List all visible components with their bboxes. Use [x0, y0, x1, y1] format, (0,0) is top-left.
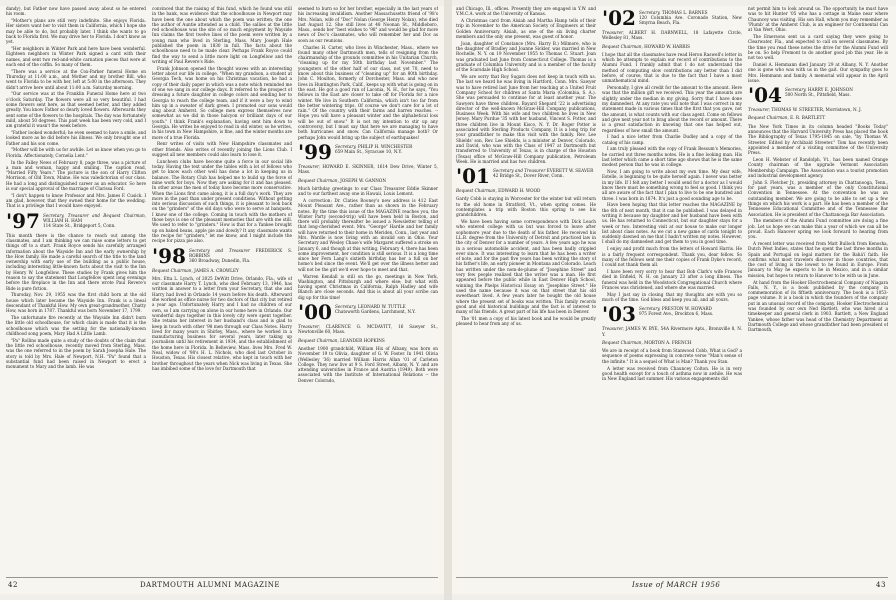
secretary-role: Secretary,	[334, 304, 357, 310]
column-6	[748, 6, 888, 576]
paragraph: The New York Times in its column headed "Books Today" announces that the Harvard University Press has placed the book The Bibliography of Texas 1795-1845 on sale, "by Thomas W. Streeter. Edited by Archibald Streeter." Tom has recently been appointed a member of a visiting committee of the University Press.	[748, 123, 888, 156]
paragraph: Joan, daughter of Constance (Mrs. Harry B.) Milmore, who is the daughter of Bradley and Joanne Sickler, was married in New Rochelle, N. Y. on 19 November 1955 to Thomas C. Stuart. Joan was graduated last June from Connecticut College. Thomas is a graduate of Columbia University and is a member of the faculty of the Scarsdale High School.	[456, 40, 596, 73]
paragraph: Renr writes of visits with New Hampshire classmates and other friends. Also writes of recently joining the Lions Club. I suggest all new members could also learn to lose it.	[152, 141, 292, 158]
paragraph: This month there is the chance to reach out among the classmates, and I am thinking we can raise some letters to get things off to a start. Frank Royce sends his carefully arranged information about the Wayside Inn and the early ownership by the How family. He made a careful search of the title to the land ownership with early use of the building as a public house, including interesting little-known facts about the visit to the Inn by Henry W. Longfellow. These studies by Frank gives him the reason to say the statement that Longfellow spent long evenings before the fireplace in the Inn and there wrote Paul Revere's Ride is pure fiction.	[6, 232, 146, 291]
paragraph: At hand from the Hooker Electrochemical Company of Niagara Falls, N. Y., is a book published by the company in commemoration of its fiftieth anniversary. The book is a 1053-page volume. It is a book in which the founders of the company put in an unusual record of the company. Hooker Electrochemical was founded by our own Ned Bartlett, who was hired at a timekeeper and general clerk in 1903. Bartlett, a New England Yankee, whose father was head of the Chemistry Department at Dartmouth College and whose grandfather had been president of Dartmouth,	[748, 279, 888, 333]
paragraph: Warren Kendall is still on the go, meetings in New York, Washington, and Pittsburgh and where else; but what with having spent Christmas in California, Ralph Hadley and wife Blanch are close seconds. And this is about all your scribe can dig up for this time!	[298, 273, 438, 300]
footer-rule	[6, 577, 438, 578]
class-year: '04	[748, 83, 782, 108]
col4-text	[456, 6, 596, 164]
paragraph: A letter was received from Chauncey Colton. He is in very good health except for a touch of asthma now in awhile. He was in New England last summer. His various engagements did	[602, 365, 742, 382]
secretary-address: 500 North St., Pittsfield, Mass.	[784, 92, 851, 98]
col3-text	[298, 6, 438, 140]
secretary-name: WILLIAM H. HAM	[42, 217, 83, 223]
col2-text	[152, 6, 292, 244]
paragraph: not permit him to look around us. The opportunity he must have was to hit Hunter '05 who has a cottage in Maine near where Chauncey was visiting. His son Hall, whom you may remember as 'Plumb' at the Amherst Club, is an engineer for Continental Can at Van Wert, Ohio.	[748, 6, 888, 33]
bequest-chairman: Bequest Chairman, JAMES A. CROWLEY	[152, 267, 239, 273]
paragraph: "Our service was at the Franklin Funeral Home here at two o'clock Saturday. The flowers were all so very beautiful. I had some flowers sent here, as that seemed better, and they added greatly. You know Father so dearly loved flowers. Afterwards they sent some of the flowers to the hospitals. The day was fortunately mild, about 50 degrees. This past week has been very cold, and I am grateful it wasn't the week before.	[6, 91, 146, 129]
treasurer: Treasurer, THOMAS W. STREETER, Morristown, N. J.	[748, 107, 862, 113]
class-year: '03	[602, 302, 636, 327]
paragraph: "Pa" Rollins made quite a study of the doubts of the claim that the little red schoolhouse, recently moved from Sterling, Mass. was the one referred to in the poem by Sarah Josepha Hale. The story is told by Mrs. Hale of Newport, N.H. "Pa" found that a substantial fund had been raised in Newport to erect a monument to Mary and the lamb. He was	[6, 337, 146, 370]
paragraph: seemed to burn so for her brother, especially in the last years of his increasing invalidism. Another Massachusetts friend of '98's Mrs. Nolan, wife of "Doc" Nolan (George Henry Nolan), who died last August 12. She still lives at 48 Noonan St., Middleboro, Mass., sends her "best wishes to '98" and would be glad for more news of Doc's classmates, who will remember her and Doc as soon as our reunions.	[298, 6, 438, 43]
issue-title: Issue of MARCH 1956	[632, 581, 721, 589]
col1-text	[6, 6, 146, 209]
paragraph: May I just say in closing that my thoughts are with you so much of the time. God bless and keep you all, and all yours.	[602, 291, 742, 302]
class-03-header	[602, 302, 742, 327]
paragraph: Daniel A. Hemmann died January 29 at Albany, N. Y. Another one is gone who was with us in the gait. Our sympathy goes to Mrs. Hemmann and family. A memorial will appear in the April issue.	[748, 61, 888, 83]
secretary-name: PHILIP H. WINCHESTER	[357, 143, 413, 149]
class-97-header	[6, 208, 146, 233]
paragraph: Have been hoping that this letter reaches the MAGAZINE by the 6th of next month, that it can be published. I was delayed in writing it because my daughter and her husband have been with us. He has returned to Connecticut, but our daughter stays for a week or two. Interesting visit at our house to make our longer list about class notes. As we cut a new game of cards tonight to suddenly dawned on me that I hadn't written my notes. However, I shall do my damnedest and get them to you in good time.	[602, 202, 742, 245]
treasurer: Treasurer, HOWARD E. SKINNER, 1614 Dew Drive, Winter 5, Mass.	[298, 163, 438, 175]
paragraph: Charles H. Carter, who lives in Winchester, Mass., where we found many other Dartmouth men, tells of resigning from the chairmanship of the grounds committee in his Unitarian Church, "cleaning up for my 50th birthday last November." The youngsters of the other half of our class, not yet 70, need to know about this business of "cleaning up" for an 80th birthday. John C. Moulton, formerly of Dorchester, Mass. and who now lives in Huntington Park, Calif., keeps up with what is going on in the east. He got a good run of Laconia, N. H., for he says, "You fellows in the East are closer to take off for Florida for a nice winter. We live in Southern California, which isn't too far from the better wintering trips. Of course we don't care for a lot of rain." Of the country with their farms and barren reaches. -- Hope you will have a pleasant winter and the alphabetical loss will be out of snow." It is not my intention to stir up any controversy, but I must say that here we are managing to have both hurricanes and snow. Can California manage both? Or perhaps John would bring up the subject of earthquakes!	[298, 44, 438, 140]
class-04-header	[748, 83, 888, 108]
footer-rule	[456, 577, 888, 578]
paragraph: "I don't happen to know Professor and Mrs. James F. Cusick. I am glad, however, that they owned their home for the wedding. That is a privilege that I would have enjoyed.	[6, 192, 146, 209]
class-year: '02	[602, 6, 636, 30]
bequest-chairman: Bequest Chairman, MORTON A. FRENCH	[602, 339, 692, 345]
paragraph: The Emersons sent us a card saying they were going to Clearwater, Fla., and expected to call on several classmates. By the time you read these notes the drive for the Alumni Fund will be on. So help Fremont to do another good job this year. He is not too well.	[748, 33, 888, 61]
secretary-name: EVERETT W. SEAVER	[546, 168, 594, 174]
paragraph: A correction: Dr. Claties Rooney's new address is 412 East Mount Pleasant Ave., rather than as shown in the February notes. By the time this issue of the MAGAZINE reaches you, the Winter Party (second-trip) will have been held in Boston, and there will probably thereafter be issued a Newsletter telling of that long-cherished event. Mrs. "George" Hardie and her family will have returned to their home in Meriden, Conn., last year and Mrs. Wardle is now living with an invalid son in Ohio. Your Secretary and Wesley Chase's wife Margaret suffered a stroke on January 6, and though at this writing, February 4, there has been some improvement, her condition is still serious. It is a long time since her Fern Lang's sixtieth birthday has her a full on her home's bed since the event. We'll get over the illness better and will not be the girl we'd ever hope to meet and that.	[298, 197, 438, 272]
paragraph: I had a nice letter from Charlie Dudley and a copy of the catalog of his camp.	[602, 134, 742, 145]
paragraph: Another 1900 grandchild, William Hix of Albany, was born on November 19 to Olivia, daughter of G. W. Foster. In 1941 Olivia (Wellesley '36) married William Harris Allan '01 of Carleton College. They now live at 9 S. Ford Street, Albany, N. Y. and are attending universities in France and Austria (1949). Both were associated with the Institute of International Relations -- the Denver Colorado,	[298, 345, 438, 383]
paragraph: We are sorry that Roy Sugars does not keep in touch with us. The last we heard he was living in Hartford, Conn. Mrs. Sawyer was to have retired last June from her teaching at a United Fruit Company School for children at Santa Maria (Colombia, S. A.). She was persuaded to continue for at least another year. The Sawyers have three children. Bayard Shepard '22 is advertising director of the well-known McGraw-Hill Company publications, Business Week. With his wife and two children he lives in New Jersey. Mary Purdue '35 with her husband, Vincent S. Potter, and three children live in Mount Kisco, N. Y. Dr. Roger Potter is associated with Sterling Products Company. It is a long trip for your grandfather to make this visit with the family. Rev. Lee Shields' son, Rev. Lee Shields, is a minister at Denver, Colorado, and David, who was with the Class of 1947 at Dartmouth but transferred to University of Texas, is in charge of the Houston (Texas) office of McGraw-Hill Company publication, Petroleum Week. He is married and has two children.	[456, 74, 596, 164]
class-99-header	[298, 139, 438, 164]
column-1	[6, 6, 146, 576]
paragraph: A Christmas card from Alsiah and Martha Hamp tells of their trip in November to the American Society of Engineers at their Golden Anniversary. Alsiah, as one of the six living charter members and the only one present, was guest of honor.	[456, 18, 596, 39]
paragraph: Mrs. Etta L. Lynch, of 2025 DeWitt Drive, Orlando, Fla., wife of our classmate Harry T. Lynch, who died February 13, 1946, has written in answer to a letter from your Secretary, that she and Harry had lived in Orlando 14 years before his death. Afterward she worked as office nurse for two doctors of that city but retired a year ago. Unfortunately Harry and I had no children of our own, so I am carrying on alone in our home here in Orlando. Our wonderful days together in this lovely city were spent together. She retains her interest in her husband's class and is glad to keep in touch with other '98 men through our Class Notes. Harry lived for many years in Shirley, Mass., where he worked in a manufacturing business for several years, later taking up journalism until his retirement in 1934, and the establishment of the home here in Florida. In Belleview, Mass. lives Mrs. Fred W. Neal, widow of '98's H. L. Nichols, who died last October in Houston, Texas. His closest relative, who kept in touch with her brother throughout the years when Nick was living in Texas. She has imbibed some of the love for Dartmouth that	[152, 275, 292, 371]
left-page	[0, 6, 444, 594]
paragraph: I am truly pleased with the copy of Frank Bessum's Memories, he carried out three months notes. He is a fine looking man. His last letter which came a short time ago shows that he is the same modest person that he was in college.	[602, 146, 742, 168]
class-01-header	[456, 164, 596, 189]
secretary-address: 120 Columbia Ave. Coronado Station, New Smyrna Beach, Fla.	[638, 15, 742, 26]
column-2	[152, 6, 292, 576]
class-98-header	[152, 243, 292, 268]
paragraph: I enjoy and profit much from the letters of Howard Harris. He is a fairly frequent correspondent. Thank you, dear fellow. So many of the fellows sent me their copies of Frank Dyke's record, I could not thank them all.	[602, 246, 742, 268]
paragraph: The '01 men a copy of his latest book and he would be greatly pleased to hear from any of us.	[456, 315, 596, 327]
treasurer: Treasurer, ALBERT H. DARNWELL, 18 Lafayette Circle, Wellesley 81, Mass.	[602, 30, 742, 41]
treasurer: Treasurer, CLARENCE G. MCDAVITT, 16 Sawyer St., Newtonville 60, Mass.	[298, 324, 438, 335]
secretary-role: Secretary,	[638, 10, 661, 15]
secretary-name: PRESTON W. HOWARD	[661, 306, 712, 312]
column-3	[298, 6, 438, 576]
paragraph: Thursday, Nov. 29, 1955 was the first child born at the old house which later became the Wayside Inn. Frank is a lineal descendant of Thankful How. My own great-grandmother, Chatty How, was born in 1787. Thankful was born November 17, 1799.	[6, 292, 146, 314]
paragraph: In the Falley News of February 8, page three, was a picture of a man and woman, happy and smiling. The caption read, "Married Fifty Years." The picture is the son of Harry Clifton Morrison, of Old Town, Maine. He was valedictorian of our class. He had a long and distinguished career as an educator. So here is our special approval of the marriage of Clarissa Ford.	[6, 159, 146, 191]
col3b-text	[298, 186, 438, 300]
secretary-name: LEONARD W. TUTTLE	[357, 304, 406, 310]
page-number-left: 42	[8, 581, 18, 589]
paragraph: We have been having some correspondence with Dick Leach who entered college with us but was forced to leave after sophomore year due to the death of his father. He received his LL.B. degree from the University of Detroit and practiced law in the city of Denver for a number of years. A few years ago he was in a serious automobile accident, and has been badly crippled ever since. It was interesting to learn that he has been a writer of note, and for the past five years has been writing the story of his father's life, an early pioneer in Montana and Colorado. Leach has written under the nom-de-plume of "Josephine Street" and very few people realized that the writer was a man. He first appeared before the public while in East Denver High School, winning the Phelps Historical Essay on "Josephine Street." He used the name because it was on that street that his old sweetheart lived. A few years later he bought the old house where the present set of books was written. This family records good and old historical buildings and the fact is of interest to many of his friends. A great part of his life has been in Denver.	[456, 219, 596, 315]
class-year: '01	[456, 164, 490, 189]
treasurer: Treasurer, JAMES W. BYE, 54A Rivermore Apts., Bronxville 8, N. Y.	[602, 326, 742, 337]
bequest-chairman: Bequest Chairman, HOWARD W. HARRIS	[602, 43, 690, 49]
paragraph: "Mother will be with us for awhile. Let us know when you go to Florida. Affectionately, Cornelia Lent."	[6, 147, 146, 158]
paragraph: "Father looked wonderful; he even seemed to have a smile, and looked more as he did before his illness. We only brought one of Father and his son come.	[6, 130, 146, 146]
paragraph: The members of the Alumni Fund committee are doing a fine job. Let us hope we can make this a year of which we can all be proud. Each Hanover spring we look forward to hearing from you.	[748, 218, 888, 240]
paragraph: "Mother's plans are still very indefinite. She enjoys Florida. Her sisters want her to visit them in California, which I hope she may be able to do, but probably later. I think she wants to go back to Florida first. We may drive her to Florida. I don't know as yet.	[6, 18, 146, 45]
paragraph: and Chicago, Ill., offices. Presently they are engaged in Y.W. and Y.M.C.A. work at the University of Kansas.	[456, 6, 596, 17]
paragraph: John S. Fletcher Jr., presiding attorney in Chattanooga, Tenn., for past years, was a member of the only Constitutional Convention in Tennessee. At the convention he was an outstanding member. We are going to be able to set up a few things on which his work is a part. He has been a member of the Tennessee Educational Committee and of the Tennessee Bar Association. He is president of the Chattanooga Bar Association.	[748, 179, 888, 217]
paragraph: Frank Johnson opened the thought waves with an interesting letter about our life in college. "When my grandson, a student at Georgia Tech, was home on his Christmas vacation, he had a copy of their daily paper in which was a note which reminded me of one we sang in our college days. It referred to the prospect of dressing a future daughter in college colors and sending her to Georgia to reach the college team, and if it were a boy to wind him up in a sweater of dark green. I promoted our sons would sing about Amherst. So college men express themselves now somewhat as we did in those halcyon or brilliant days of our youth." I think Frank's explanation, having sent him down to Georgia. He writes he enjoyed to read in old winter, so he writes, in his town in New Hampshire, is fine, and the winter months are more of a true Florida.	[152, 65, 292, 140]
paragraph: Much birthday greetings to our Class Treasurer Eddie Skinner and to our farthest away one in Hawaii, Louis Lemont.	[298, 185, 438, 197]
paragraph: Leon H. Webster of Randolph, Vt., has been named Orange County chairman of the upgrade Vermont Association Membership Campaign. The Association was a tourist promotion and industrial development agency.	[748, 157, 888, 178]
class-year: '98	[152, 243, 186, 268]
col4b-text	[456, 196, 596, 326]
paragraph: dandy), but Father now have passed away about so he entered his room.	[6, 6, 146, 17]
page-gutter	[444, 0, 452, 600]
paragraph: I have been very sorry to hear that Bob Clark's wife Frances died in Enfield, N. H. on January 23 after a long illness. The funeral was held in the Woodstock Congregational Church where Frances was christened, and where she was married.	[602, 268, 742, 290]
class-year: '99	[298, 139, 332, 164]
secretary-address: 360 Broadway, Dunedin, Fla.	[188, 257, 251, 263]
col2b-text	[152, 276, 292, 371]
column-5	[602, 6, 742, 576]
col5b-text	[602, 348, 742, 381]
secretary-address: 42 Bridge St., Dover River, Conn.	[492, 173, 564, 179]
page-number-right: 43	[876, 581, 886, 589]
class-year: '00	[298, 300, 332, 325]
secretary-role: Secretary and Treasurer	[188, 247, 250, 253]
secretary-role: Secretary,	[334, 143, 357, 149]
secretary-role: Secretary,	[784, 87, 807, 93]
col6b-text	[748, 124, 888, 333]
secretary-role: Secretary,	[638, 306, 661, 312]
secretary-role: Secretary and Treasurer	[492, 168, 546, 174]
paragraph: The unfortunate fire recently at the Wayside Inn didn't burn the little old schoolhouse, for which claim is made that it is the schoolhouse which was the setting for the nationally-known childhood song poem, Mary Had A Little Lamb.	[6, 315, 146, 337]
bequest-chairman: Bequest Chairman, E. R. BARTLETT	[748, 115, 826, 121]
secretary-address: 975 Forest Ave., Brockton 6, Mass.	[638, 311, 714, 317]
secretary-name: THOMAS L. BARNES	[661, 10, 708, 15]
class-00-header	[298, 300, 438, 325]
secretary-address: 114 State St., Bridgeport 5, Conn.	[42, 223, 116, 229]
paragraph: I hope that all the classmates have read Heron Raswell's letter in which he attempts to explain our record of contributions to the Alumni Fund. I frankly admit that I do not understand the method of computing slow contributions any better than I did before, of course, that is due to the fact that I have a most unmathematical mind.	[602, 51, 742, 84]
paragraph: convinced that the raising of this fund, which he found was still in the bank, was evidence that the schoolhouse in Newport may have been the one about which the poem was written; the one the author of Auntie attended as a child. The sallies at the little red schoolhouse was the site of so much enjoyment by Wayside Inn claims the first twelve lines of the poem were written by a young man who lived in Sterling, Mass. Mary Joseph Hale published the poem in 1830 in full. The facts about the schoolhouse need to be made clear. Perhaps Frank Royce could find the way to send a little more light on Longfellow and the writing of Paul Revere's Ride.	[152, 6, 292, 64]
col5-text	[602, 52, 742, 302]
paragraph: Personally, I give all credit for the amount to the amount. Here was that the million gift we received. This year the amounts are slightly under the median in my giving. Sorry that I have done my damnedest. At any rate you will note that I was correct in my statement made in various times that the first that you gave, not the amount, is what counts with our class agent. Come on fellows and give next year not to brag about the record or amount. There is a great satisfaction in knowing that one has helped out, regardless of how small the amount.	[602, 85, 742, 133]
col3c-text	[298, 346, 438, 383]
paragraph: We are in receipt of a book from Stanwood Cobb, What is God? a sequence of poems expressing in concrete verse "Man's sense of the infinite." It is a sequel of What is Man? Thank you Stan.	[602, 348, 742, 364]
secretary-name: FREDERICK S. ROBBINS	[188, 247, 292, 258]
col1b-text	[6, 233, 146, 370]
secretary-address: Chatsworth Gardens, Larchmont, N.Y.	[334, 309, 416, 315]
class-02-header	[602, 6, 742, 30]
col6-text	[748, 6, 888, 83]
magazine-title: DARTMOUTH ALUMNI MAGAZINE	[140, 581, 281, 589]
bequest-chairman: Bequest Chairman, EDWARD H. WOOD	[456, 188, 541, 194]
column-4	[456, 6, 596, 576]
bequest-chairman: Bequest Chairman, JOSEPH W. GANNON	[298, 177, 387, 183]
paragraph: Gardy Cobb is staying in Worcester for the winter but will return to the old home in Stratford, Vt., when spring comes. He contemplates a trip with Boston this spring to see his grandchildren.	[456, 196, 596, 218]
secretary-role: Secretary, Treasurer and Bequest Chairman,	[42, 212, 146, 218]
paragraph: "There was a service at the Cox-Parker funeral Home on Thursday at 11:00 a.m., and Mother and my brother Bill, who went to Florida to be with her, left at 5:00 in the afternoon. They didn't arrive here until about 11:00 a.m. Saturday morning.	[6, 68, 146, 90]
paragraph: A recent letter was received from Matt Bullock from Kenosha, Dutch West Indies, states that he spent the last three months in Spain and Portugal on legal matters for the Bahá'í faith. He confirms what most travelers discover in those countries, that the cost of living is the lowest to be found in Europe. From January to May he expects to be in Mexico, and in a similar mission, but hopes to return to Hanover to be with us in June.	[748, 240, 888, 278]
right-page	[452, 6, 896, 594]
bequest-chairman: Bequest Chairman, LEANDER HOPKINS	[298, 337, 385, 343]
paragraph: Now, I am going to write about my own time. My dear wife, Estelle, is beginning to be quite herself again. I never was better in my life. If I felt any better I would send for a doctor as I would know there must be something wrong to feel so good. I think you all are aware of the fact that I plan to live to be one hundred and three. I was born in 1874. It's just a good sounding age to be.	[602, 169, 742, 201]
paragraph: "Her neighbors in Winter Park and here have been wonderful. Eighteen neighbors in Winter Park signed a card with their names, and sent two red-and-white carnation pieces that were at each end of the coffin. So many of them.	[6, 46, 146, 67]
secretary-name: HARRY E. JOHNSON	[807, 87, 853, 93]
secretary-address: 659 Main St., Syracuse 10, N.Y.	[334, 149, 402, 155]
paragraph: Luncheon clubs have become quite a force in our social life today. Having the text under the tables with a lot of fellows who get to know each other well has done a lot in keeping us in balance. The Rotary Club has helped me to build up the force of mine work for boys. Now they are asking for it and has pleased. In other areas the men of today have become more conservative. When the Lions first came along, it is a full day's work. They are more in the past than under present conditions. Without getting into serious discussion of such things, it is pleasant to look back on the "grinders" of the old days who were to serve at banquets. I know one of the college. Coming in touch with the mothers of those boys is one of the pleasant memories that are with me still. We used to refer to "grinders." How is that for a Yankee brought up on baked beans, apple pie and dowdy? It any classmate wants the recipe for "grinders," let me know, and I might include the recipe for pizza pie also.	[152, 158, 292, 244]
class-year: '97	[6, 208, 40, 233]
